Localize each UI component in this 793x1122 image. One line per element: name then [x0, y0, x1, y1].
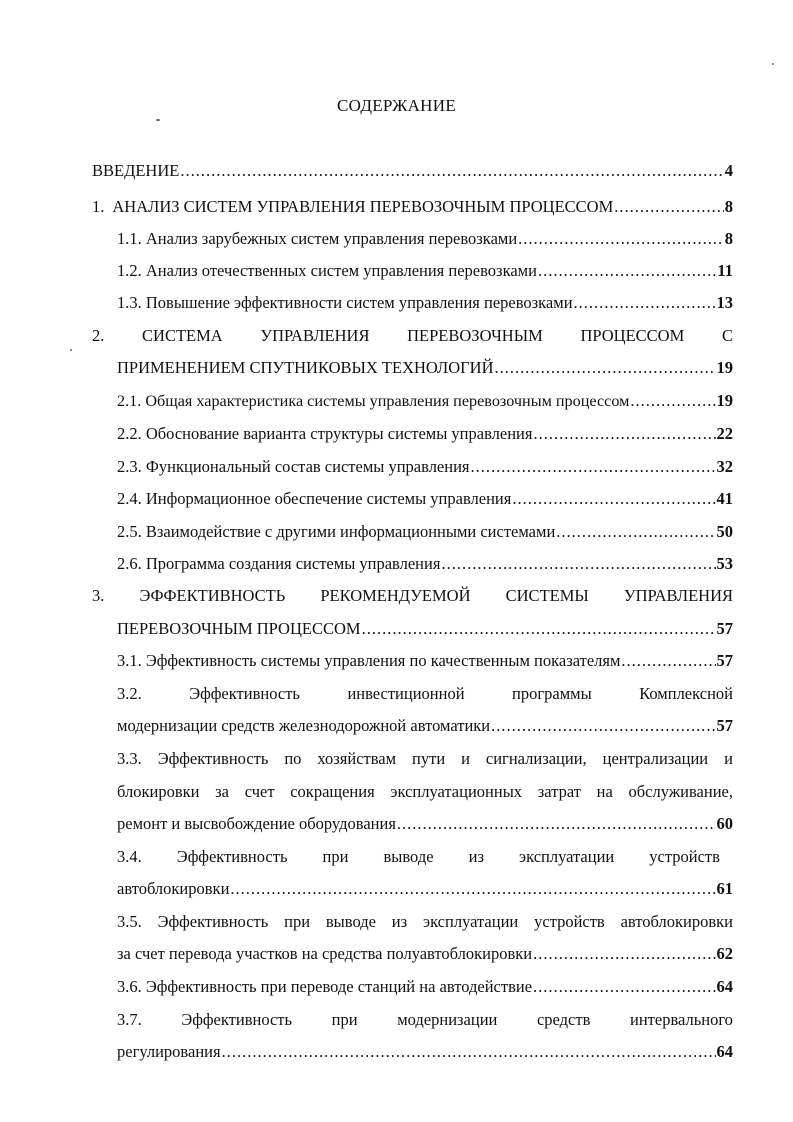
toc-word: устройств [649, 847, 720, 866]
scan-speck [70, 349, 72, 351]
toc-entry-3-4-cont[interactable] [117, 878, 733, 900]
toc-word: эксплуатации [519, 847, 615, 866]
leader-dots [533, 976, 715, 998]
toc-entry-2-2[interactable] [117, 423, 733, 445]
toc-word: при [284, 912, 311, 931]
toc-entry-2-5[interactable] [117, 521, 733, 543]
leader-dots [230, 878, 715, 900]
leader-dots [512, 488, 715, 510]
toc-entry-1-3[interactable] [117, 292, 733, 314]
toc-word: по [284, 749, 302, 768]
toc-word: ПЕРЕВОЗОЧНЫМ [407, 326, 543, 345]
toc-page-number: 13 [716, 293, 733, 312]
toc-entry-text: ПРИМЕНЕНИЕМ СПУТНИКОВЫХ ТЕХНОЛОГИЙ [117, 358, 494, 377]
toc-entry-3-4[interactable] [117, 846, 720, 868]
leader-dots [556, 521, 715, 543]
toc-entry-1-2[interactable] [117, 260, 733, 282]
toc-word: 3. [92, 586, 105, 605]
toc-page-number: 60 [716, 814, 733, 833]
leader-dots [441, 553, 715, 575]
toc-entry-3-2[interactable] [117, 683, 733, 705]
leader-dots [621, 650, 715, 672]
toc-entry-2-4[interactable] [117, 488, 733, 510]
toc-entry-text: 1.2. Анализ отечественных систем управления перевозками [117, 261, 537, 280]
toc-page-number: 57 [716, 716, 733, 735]
toc-entry-text: 3.1. Эффективность системы управления по качественным показателям [117, 651, 621, 670]
toc-entry-3-3-line2[interactable] [117, 781, 733, 803]
toc-entry-3-7[interactable] [117, 1009, 733, 1031]
toc-word: РЕКОМЕНДУЕМОЙ [320, 586, 471, 605]
toc-word: эксплуатационных [390, 782, 523, 801]
toc-page-number: 57 [716, 619, 733, 638]
toc-entry-2-1[interactable] [117, 390, 733, 412]
toc-entry-text: АНАЛИЗ СИСТЕМ УПРАВЛЕНИЯ ПЕРЕВОЗОЧНЫМ ПРОЦЕССОМ [112, 197, 614, 216]
toc-entry-text: ПЕРЕВОЗОЧНЫМ ПРОЦЕССОМ [117, 619, 361, 638]
toc-entry-section-1[interactable] [92, 196, 733, 218]
leader-dots [533, 423, 715, 445]
toc-word: эксплуатации [423, 912, 519, 931]
toc-entry-text: регулирования [117, 1042, 221, 1061]
toc-word: 3.3. [117, 749, 142, 768]
toc-word: за [215, 782, 229, 801]
toc-word: автоблокировки [620, 912, 733, 931]
page-title: СОДЕРЖАНИЕ [336, 96, 457, 115]
toc-word: Эффективность [189, 684, 300, 703]
leader-dots [494, 357, 715, 379]
toc-page-number: 64 [716, 1042, 733, 1061]
toc-entry-text: 1.3. Повышение эффективности систем управления перевозками [117, 293, 573, 312]
toc-page-number: 4 [724, 161, 733, 180]
toc-word: блокировки [117, 782, 200, 801]
toc-page-number: 8 [724, 229, 733, 248]
toc-word: хозяйствам [317, 749, 397, 768]
toc-page-number: 61 [716, 879, 733, 898]
toc-entry-section-2-cont[interactable] [117, 357, 733, 379]
toc-entry-section-3[interactable] [92, 585, 733, 607]
toc-word: интервального [630, 1010, 733, 1029]
leader-dots [574, 292, 716, 314]
toc-word: сокращения [290, 782, 375, 801]
leader-dots [630, 390, 715, 412]
toc-entry-3-1[interactable] [117, 650, 733, 672]
toc-word: программы [512, 684, 592, 703]
toc-word: на [596, 782, 613, 801]
toc-word: СИСТЕМЫ [505, 586, 589, 605]
toc-word: выводе [383, 847, 434, 866]
toc-entry-text: 2.2. Обоснование варианта структуры системы управления [117, 424, 533, 443]
toc-word: при [331, 1010, 358, 1029]
toc-entry-text: 2.4. Информационное обеспечение системы управления [117, 489, 512, 508]
toc-word: при [322, 847, 349, 866]
toc-page-number: 22 [716, 424, 733, 443]
toc-page-number: 57 [716, 651, 733, 670]
toc-word: Эффективность [157, 749, 269, 768]
toc-page-number: 8 [724, 197, 733, 216]
toc-page-number: 19 [716, 358, 733, 377]
leader-dots [614, 196, 723, 218]
toc-word: обслуживание, [628, 782, 733, 801]
scan-speck [772, 63, 774, 65]
toc-word: и [724, 749, 733, 768]
toc-word: устройств [534, 912, 605, 931]
leader-dots [362, 618, 716, 640]
toc-word: СИСТЕМА [142, 326, 223, 345]
leader-dots [538, 260, 716, 282]
toc-word: 3.7. [117, 1010, 142, 1029]
toc-word: 3.4. [117, 847, 142, 866]
toc-word: Эффективность [176, 847, 288, 866]
toc-word: пути [412, 749, 446, 768]
leader-dots [222, 1041, 716, 1063]
toc-word: ПРОЦЕССОМ [580, 326, 685, 345]
scan-speck [156, 119, 160, 121]
toc-entry-3-3-cont[interactable] [117, 813, 733, 835]
toc-entry-2-6[interactable] [117, 553, 733, 575]
toc-entry-text: за счет перевода участков на средства полуавтоблокировки [117, 944, 533, 963]
toc-entry-text: ремонт и высвобождение оборудования [117, 814, 396, 833]
toc-entry-text: ВВЕДЕНИЕ [92, 161, 180, 180]
toc-word: 3.2. [117, 684, 142, 703]
leader-dots [180, 160, 723, 182]
toc-entry-text: модернизации средств железнодорожной автоматики [117, 716, 491, 735]
toc-page-number: 32 [716, 457, 733, 476]
toc-entry-intro[interactable] [92, 160, 733, 182]
toc-page-number: 50 [716, 522, 733, 541]
toc-word: из [468, 847, 484, 866]
toc-entry-number: 1. [92, 197, 105, 216]
toc-word: Эффективность [157, 912, 269, 931]
toc-word: С [721, 326, 733, 345]
toc-entry-text: 2.5. Взаимодействие с другими информационными системами [117, 522, 556, 541]
toc-entry-text: 3.6. Эффективность при переводе станций на автодействие [117, 977, 533, 996]
toc-entry-3-2-cont[interactable] [117, 715, 733, 737]
toc-entry-1-1[interactable] [117, 228, 733, 250]
toc-entry-text: 1.1. Анализ зарубежных систем управления перевозками [117, 229, 518, 248]
toc-page-number: 11 [717, 261, 733, 280]
toc-entry-text: автоблокировки [117, 879, 230, 898]
toc-page-number: 64 [716, 977, 733, 996]
toc-word: модернизации [397, 1010, 498, 1029]
toc-entry-section-3-cont[interactable] [117, 618, 733, 640]
toc-entry-text: 2.1. Общая характеристика системы управления перевозочным процессом [117, 392, 630, 410]
toc-word: средств [536, 1010, 591, 1029]
toc-word: Эффективность [181, 1010, 293, 1029]
toc-page-number: 19 [716, 391, 733, 410]
leader-dots [518, 228, 724, 250]
toc-page-number: 53 [716, 554, 733, 573]
toc-word: 2. [92, 326, 105, 345]
toc-entry-3-5[interactable] [117, 911, 733, 933]
toc-word: УПРАВЛЕНИЯ [260, 326, 370, 345]
toc-entry-3-6[interactable] [117, 976, 733, 998]
toc-entry-2-3[interactable] [117, 456, 733, 478]
toc-page-number: 41 [716, 489, 733, 508]
toc-entry-text: 2.6. Программа создания системы управления [117, 554, 441, 573]
toc-entry-3-5-cont[interactable] [117, 943, 733, 965]
toc-word: выводе [325, 912, 376, 931]
leader-dots [533, 943, 715, 965]
toc-word: сигнализации, [485, 749, 587, 768]
toc-word: инвестиционной [347, 684, 465, 703]
leader-dots [471, 456, 716, 478]
toc-word: затрат [537, 782, 581, 801]
toc-entry-3-3[interactable] [117, 748, 733, 770]
toc-entry-text: 2.3. Функциональный состав системы управления [117, 457, 470, 476]
toc-word: УПРАВЛЕНИЯ [623, 586, 733, 605]
toc-entry-3-7-cont[interactable] [117, 1041, 733, 1063]
toc-word: 3.5. [117, 912, 142, 931]
toc-word: Комплексной [639, 684, 733, 703]
leader-dots [397, 813, 716, 835]
toc-word: централизации [602, 749, 709, 768]
toc-page-number: 62 [716, 944, 733, 963]
toc-word: и [461, 749, 470, 768]
leader-dots [491, 715, 715, 737]
toc-word: счет [244, 782, 275, 801]
toc-entry-section-2[interactable] [92, 325, 733, 347]
toc-word: ЭФФЕКТИВНОСТЬ [139, 586, 286, 605]
toc-word: из [391, 912, 408, 931]
